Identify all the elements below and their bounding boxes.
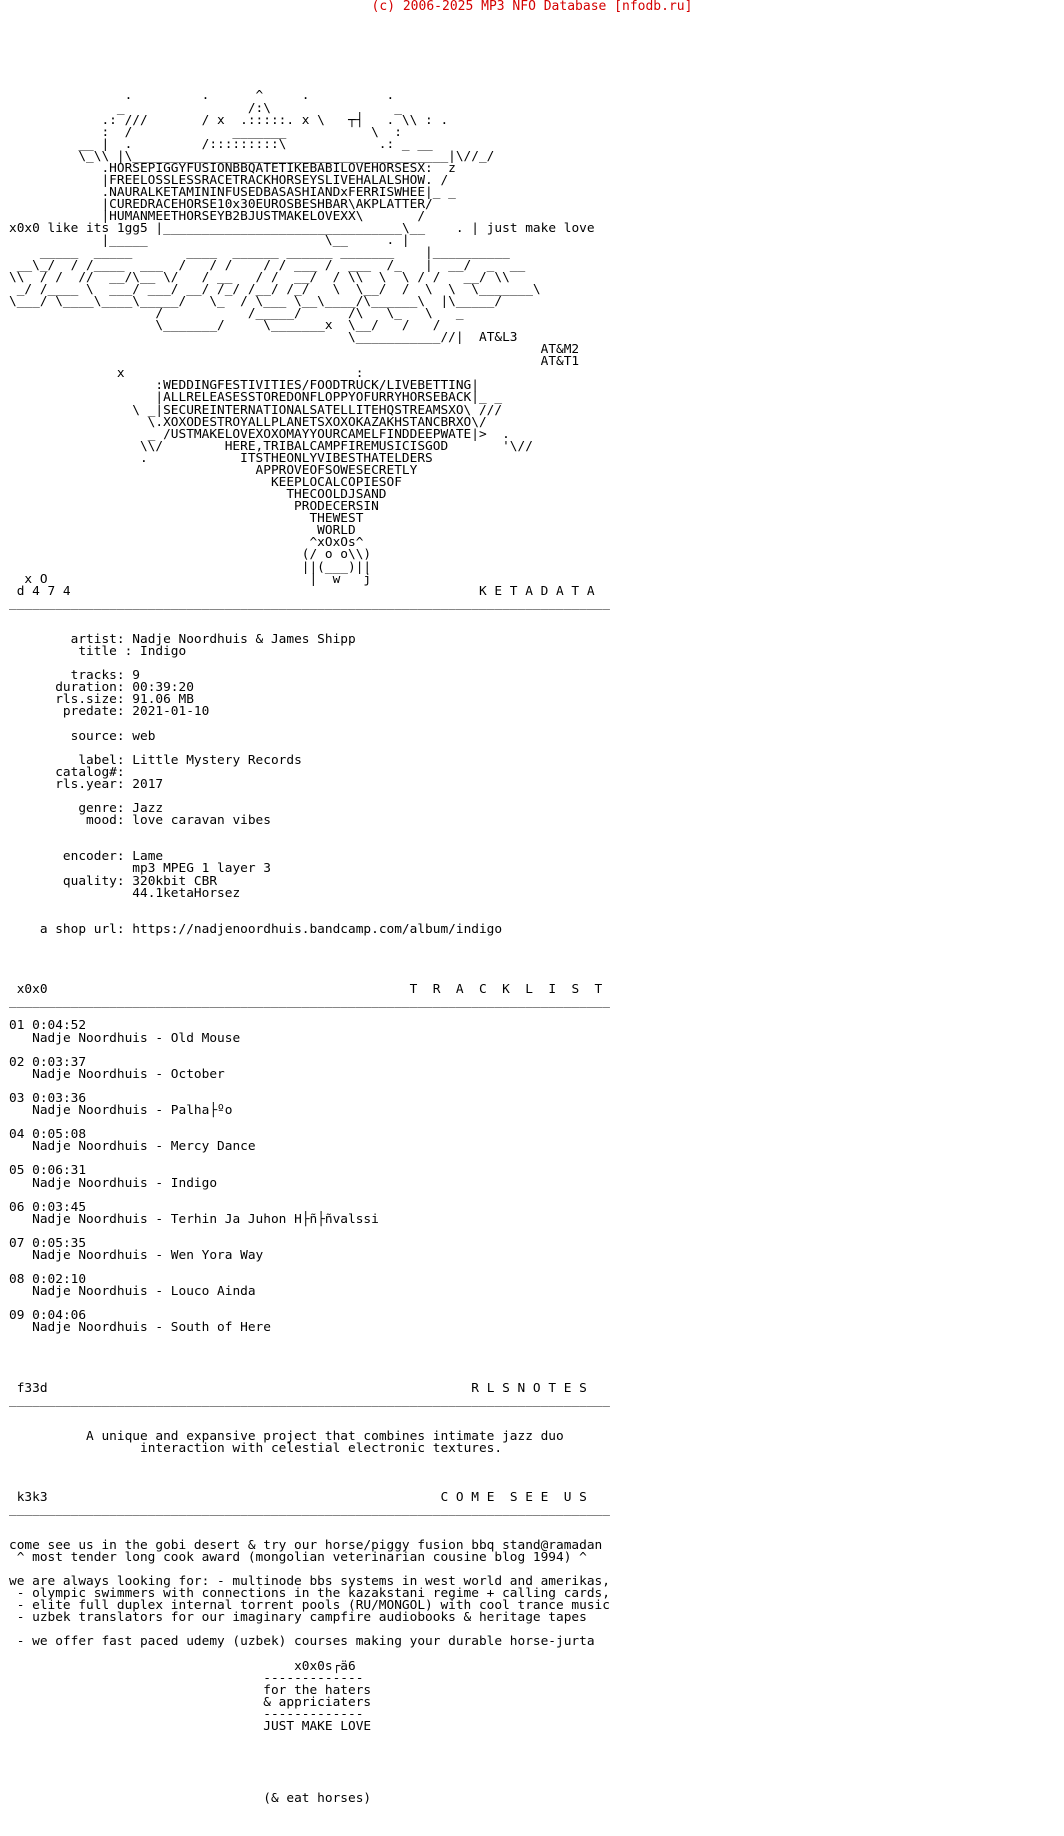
ascii-art-side: |_______________________________\__ . | <box>155 221 487 237</box>
nfo-text: . . ^ . . _ /:\ _ .: /// / x .:::::. x \ ┬┤ . \\ : . : / _______ \ : __ | . /:::::::::\ .: _ __ \_\\ |\_________________________________________|\//_/ .HORSEPIGGYFUSIONBBQATETIKEBABILOVEHORSESX: z |FREELOSSLESSRACETRACKHORSEYSLIVEHALALSHOW. / .NAURALKETAMININFUSEDBASASHIANDxFERRISWHEE|_ _ |CUREDRACEHORSE10x30EUROSBESHBAR\AKPLATTER/ |HUMANMEETHORSEYB2BJUSTMAKELOVEXX\ / x0x0 like its 1gg5 |_______________________________\__ . | just make love |_____ \__ . | _____ _____ ____ ______ ______ _______ |__________ __\_/ / /____ ___ / / / / / ___ / ___ /_ | __/ _ __ \\ / / // __/\__ \/ / __ / / __/ / \\ \ \ / / __/ \\ _/ /____ \ ___/ ___/ __/ /_/ /__/ /_/ \ \__/ / \ \ \_______\ \___/ \____\____\_____/ \_ / \___ \__\____/\______\ |\_____/ / /_____/ /\ \_ \ _ \_______/ \_______x \__/ / / \___________//| AT&L3 AT&M2 AT&T1 x : :WEDDINGFESTIVITIES/FOODTRUCK/LIVEBETTING| |ALLRELEASESSTOREDONFLOPPYOFURRYHORSEBACK|_ _ \ _|SECUREINTERNATIONALSATELLITEHQSTREAMSXO\ /// \.XOXODESTROYALLPLANETSXOXOKAZAKHSTANCBRXO\/ _ /USTMAKELOVEXOXOMAYYOURCAMELFINDDEEPWATE|> . \\/ HERE,TRIBALCAMPFIREMUSICISGOD '\// . ITSTHEONLYVIBESTHATELDERS APPROVEOFSOWESECRETLY KEEPLOCALCOPIESOF THECOOLDJSAND PRODECERSIN THEWEST WORLD ^xOxOs^ (/ o o\\) ||(___)|| x O | w j d 4 7 4 K E T A D A T A ______________________________________________________________________________ artist: Nadje Noordhuis & James Shipp title : Indigo tracks: 9 duration: 00:39:20 rls.size: 91.06 MB predate: 2021-01-10 source: web label: Little Mystery Records catalog#: rls.year: 2017 genre: Jazz mood: love caravan vibes encoder: Lame mp3 MPEG 1 layer 3 quality: 320kbit CBR 44.1ketaHorsez a shop url: https://nadjenoordhuis.bandcamp.com/album/indigo x0x0 T R A C K L I S T ______________________________________________________________________________ 01 0:04:52 Nadje Noordhuis - Old Mouse 02 0:03:37 Nadje Noordhuis - October 03 0:03:36 Nadje Noordhuis - Palha├ºo 04 0:05:08 Nadje Noordhuis - Mercy Dance 05 0:06:31 Nadje Noordhuis - Indigo 06 0:03:45 Nadje Noordhuis - Terhin Ja Juhon H├ñ├ñvalssi 07 0:05:35 Nadje Noordhuis - Wen Yora Way 08 0:02:10 Nadje Noordhuis - Louco Ainda 09 0:04:06 Nadje Noordhuis - South of Here f33d R L S N O T E S ______________________________________________________________________________ A unique and expansive project that combines intimate jazz duo interaction with celestial electronic textures. k3k3 C O M E S E E U S ______________________________________________________________________________ come see us in the gobi desert & try our horse/piggy fusion bbq stand@ramadan ^ most tender long cook award (mongolian veterinarian cousine blog 1994) ^ we are always looking for: - multinode bbs systems in west world and amerikas, - olympic swimmers with connections in the kazakstani regime + calling cards, - elite full duplex internal torrent pools (RU/MONGOL) with cool trance music - uzbek translators for our imaginary campfire audiobooks & heritage tapes - we offer fast paced udemy (uzbek) courses making your durable horse-jurta x0x0s┌ä6 ------------- for the haters & appriciaters ------------- JUST MAKE LOVE (& eat horses) <box>9 88 610 1807</box>
metadata-tag: d 4 7 4 <box>9 583 71 599</box>
year-value: 2017 <box>132 776 164 792</box>
ascii-art-top: . . ^ . . _ /:\ _ .: /// / x .:::::. x \ ┬┤ . \\ : . : / _______ \ : __ | . /:::::::::\ .: _ __ \_\\ |\_________________________________________|\//_/ .HORSEPIGGYFUSIONBBQATETIKEBABILOVEHORSESX: z |FREELOSSLESSRACETRACKHORSEYSLIVEHALALSHOW. / .NAURALKETAMININFUSEDBASASHIANDxFERRISWHEE|_ _ |CUREDRACEHORSE10x30EUROSBESHBAR\AKPLATTER/ |HUMANMEETHORSEYB2BJUSTMAKELOVEXX\ / <box>78 88 495 225</box>
atandt-3: AT&T1 <box>540 354 580 370</box>
label-value: Little Mystery Records <box>132 752 302 768</box>
come-tag: k3k3 <box>16 1489 48 1505</box>
divider: ------------- <box>263 1670 364 1686</box>
nfodb-copyright-banner[interactable]: (c) 2006-2025 MP3 NFO Database [nfodb.ru] <box>371 0 693 14</box>
track-row: 02 0:03:37 Nadje Noordhuis - October <box>9 1054 225 1082</box>
just-make-love: JUST MAKE LOVE <box>263 1719 372 1735</box>
encoder-format: mp3 MPEG 1 layer 3 <box>132 861 271 877</box>
haters-line: & appriciaters <box>263 1694 372 1710</box>
artist-value: Nadje Noordhuis & James Shipp <box>132 631 356 647</box>
come-line: - elite full duplex internal torrent pools (RU/MONGOL) with cool trance music <box>9 1598 610 1614</box>
ascii-art-logo: |_____ \__ . | _____ _____ ____ ______ ______ _______ |__________ __\_/ / /____ ___ / / / / / ___ / ___ /_ | __/ _ __ \\ / / // __/\__ \/ / __ / / __/ / \\ \ \ / / __/ \\ _/ /____ \ ___/ ___/ __/ /_/ /__/ /_/ \ \__/ / \ \ \_______\ \___/ \____\____\_____/ \_ / \___ \__\____/\______\ |\_____/ / /_____/ /\ \_ \ _ \_______/ \_______x \__/ / / \___________//| <box>9 233 541 346</box>
release-notes-line: interaction with celestial electronic textures. <box>139 1441 503 1457</box>
atandt-1: AT&L3 <box>478 330 518 346</box>
tracklist-tag: x0x0 <box>16 982 48 998</box>
mood-value: love caravan vibes <box>132 813 271 829</box>
haters-line: for the haters <box>263 1682 372 1698</box>
track-row: 07 0:05:35 Nadje Noordhuis - Wen Yora Way <box>9 1235 264 1263</box>
atandt-2: AT&M2 <box>540 342 580 358</box>
duration-value: 00:39:20 <box>132 680 194 696</box>
predate-value: 2021-01-10 <box>132 704 210 720</box>
track-row: 05 0:06:31 Nadje Noordhuis - Indigo <box>9 1163 218 1191</box>
release-notes-line: A unique and expansive project that combines intimate jazz duo <box>86 1429 564 1445</box>
tracklist-section-title: T R A C K L I S T <box>409 982 603 998</box>
track-row: 09 0:04:06 Nadje Noordhuis - South of Here <box>9 1308 271 1336</box>
rule: ______________________________________________________________________________ <box>9 595 610 611</box>
track-row: 03 0:03:36 Nadje Noordhuis - Palha├ºo <box>9 1090 233 1119</box>
quality-value: 320kbit CBR <box>132 873 218 889</box>
come-line: we are always looking for: - multinode bbs systems in west world and amerikas, <box>9 1574 610 1590</box>
rule: ______________________________________________________________________________ <box>9 1392 610 1408</box>
quality-rate: 44.1ketaHorsez <box>132 885 241 901</box>
track-row: 04 0:05:08 Nadje Noordhuis - Mercy Dance <box>9 1127 256 1155</box>
come-line: - we offer fast paced udemy (uzbek) courses making your durable horse-jurta <box>9 1634 595 1650</box>
metadata-section-title: K E T A D A T A <box>478 583 595 599</box>
notes-section-title: R L S N O T E S <box>471 1380 587 1396</box>
come-line: - uzbek translators for our imaginary campfire audiobooks & heritage tapes <box>9 1610 587 1626</box>
tracks-value: 9 <box>132 668 140 684</box>
eat-horses: (& eat horses) <box>263 1791 372 1807</box>
track-row: 08 0:02:10 Nadje Noordhuis - Louco Ainda <box>9 1272 256 1300</box>
size-value: 91.06 MB <box>132 692 194 708</box>
signature: x0x0s┌ä6 <box>294 1658 356 1674</box>
side-text-left: x0x0 like its 1gg5 <box>9 221 148 237</box>
title-value: Indigo <box>139 644 187 660</box>
track-row: 06 0:03:45 Nadje Noordhuis - Terhin Ja Juhon H├ñ├ñvalssi <box>9 1199 379 1227</box>
genre-value: Jazz <box>132 801 164 817</box>
shop-url-link[interactable]: https://nadjenoordhuis.bandcamp.com/album/indigo <box>132 921 503 937</box>
notes-tag: f33d <box>16 1380 48 1396</box>
divider: ------------- <box>263 1706 364 1722</box>
come-section-title: C O M E S E E U S <box>440 1489 587 1505</box>
rule: ______________________________________________________________________________ <box>9 994 610 1010</box>
source-value: web <box>132 728 156 744</box>
come-line: - olympic swimmers with connections in the kazakstani regime + calling cards, <box>9 1586 610 1602</box>
come-line: come see us in the gobi desert & try our horse/piggy fusion bbq stand@ramadan <box>9 1537 603 1553</box>
ascii-art-tree: x : :WEDDINGFESTIVITIES/FOODTRUCK/LIVEBETTING| |ALLRELEASESSTOREDONFLOPPYOFURRYHORSEBACK|_ _ \ _|SECUREINTERNATIONALSATELLITEHQSTREAMSXO\ /// \.XOXODESTROYALLPLANETSXOXOKAZAKHSTANCBRXO\/ _ /USTMAKELOVEXOXOMAYYOURCAMELFINDDEEPWATE|> . \\/ HERE,TRIBALCAMPFIREMUSICISGOD '\// . ITSTHEONLYVIBESTHATELDERS APPROVEOFSOWESECRETLY KEEPLOCALCOPIESOF THECOOLDJSAND PRODECERSIN THEWEST WORLD ^xOxOs^ (/ o o\\) ||(___)|| x O | w j <box>24 366 533 587</box>
encoder-value: Lame <box>132 849 164 865</box>
side-text-right: just make love <box>486 221 595 237</box>
come-line: ^ most tender long cook award (mongolian veterinarian cousine blog 1994) ^ <box>9 1549 587 1565</box>
track-row: 01 0:04:52 Nadje Noordhuis - Old Mouse <box>9 1018 241 1046</box>
rule: ______________________________________________________________________________ <box>9 1501 610 1517</box>
